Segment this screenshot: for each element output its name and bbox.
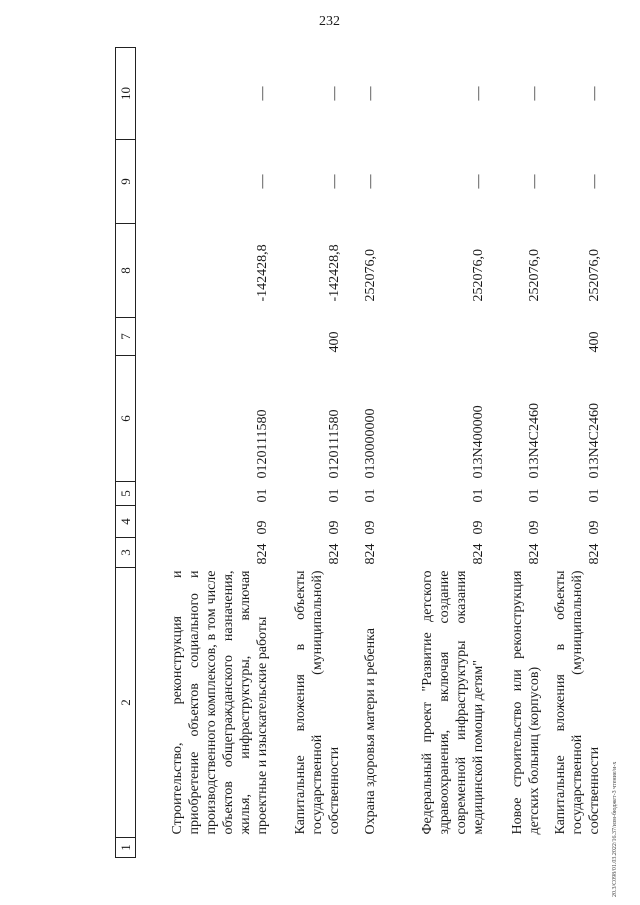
row-code: 824	[362, 543, 378, 565]
row-amount: 252076,0	[470, 249, 486, 302]
row-name: Охрана здоровья матери и ребенка	[362, 628, 378, 835]
row-code: 824	[586, 543, 602, 565]
column-header: 6	[116, 356, 136, 482]
column-header: 4	[116, 506, 136, 538]
row-subsection: 01	[326, 488, 342, 503]
row-section: 09	[526, 520, 542, 535]
row-subsection: 01	[362, 488, 378, 503]
column-header: 10	[116, 48, 136, 140]
row-section: 09	[586, 520, 602, 535]
table-row	[344, 48, 380, 858]
row-code: 824	[254, 543, 270, 565]
row-expense-type	[344, 318, 380, 356]
row-name: Строительство, реконструкция и приобретение объектов социального и производственного комплексов, в том числе объектов общегражданского назначения, жилья, инфраструктуры, включая проектные и изыскательские работы	[169, 570, 270, 835]
row-col10: —	[362, 86, 378, 101]
row-cell-col1	[488, 838, 544, 858]
table-row	[380, 48, 488, 858]
row-cell-col1	[380, 838, 488, 858]
row-code: 824	[526, 543, 542, 565]
column-header: 7	[116, 318, 136, 356]
row-code: 824	[470, 543, 486, 565]
table-header-row	[116, 48, 136, 858]
row-col10: —	[586, 86, 602, 101]
column-header: 5	[116, 482, 136, 506]
table-row	[136, 48, 272, 858]
row-section: 09	[254, 520, 270, 535]
row-expense-type	[488, 318, 544, 356]
row-col9: —	[326, 174, 342, 189]
row-expense-type: 400	[326, 331, 342, 353]
column-header: 9	[116, 140, 136, 224]
row-expense-type: 400	[586, 331, 602, 353]
column-header: 1	[116, 838, 136, 858]
column-header: 3	[116, 538, 136, 568]
table-row	[272, 48, 344, 858]
row-amount: 252076,0	[362, 249, 378, 302]
column-header: 2	[116, 568, 136, 838]
row-col10: —	[254, 86, 270, 101]
row-target-article: 013N4C2460	[526, 403, 542, 479]
row-target-article: 0120111580	[254, 409, 270, 479]
row-cell-col1	[344, 838, 380, 858]
row-subsection: 01	[470, 488, 486, 503]
row-amount: 252076,0	[586, 249, 602, 302]
row-target-article: 0120111580	[326, 409, 342, 479]
document-stamp: 20.3/С098/01.03.2022/16.37/изм-бюджет-3 чтение/и-х	[612, 761, 618, 897]
row-amount: 252076,0	[526, 249, 542, 302]
row-target-article: 0130000000	[362, 408, 378, 479]
row-col10: —	[526, 86, 542, 101]
row-col9: —	[362, 174, 378, 189]
row-section: 09	[326, 520, 342, 535]
row-col9: —	[526, 174, 542, 189]
budget-table	[115, 47, 604, 858]
row-cell-col1	[544, 838, 604, 858]
row-expense-type	[136, 318, 272, 356]
row-subsection: 01	[586, 488, 602, 503]
row-name: Новое строительство или реконструкция детских больниц (корпусов)	[509, 570, 542, 835]
row-col9: —	[470, 174, 486, 189]
row-subsection: 01	[254, 488, 270, 503]
row-target-article: 013N4C2460	[586, 403, 602, 479]
row-section: 09	[470, 520, 486, 535]
row-expense-type	[380, 318, 488, 356]
page-number: 232	[319, 14, 340, 29]
table-row	[544, 48, 604, 858]
rotated-table-region	[115, 48, 602, 858]
row-cell-col1	[272, 838, 344, 858]
row-cell-col1	[136, 838, 272, 858]
row-col10: —	[326, 86, 342, 101]
row-amount: -142428,8	[326, 244, 342, 302]
row-col9: —	[254, 174, 270, 189]
row-col9: —	[586, 174, 602, 189]
row-col10: —	[470, 86, 486, 101]
row-name: Федеральный проект "Развитие детского здравоохранения, включая создание современной инфраструктуры оказания медицинской помощи детям"	[419, 570, 486, 835]
row-code: 824	[326, 543, 342, 565]
row-name: Капитальные вложения в объекты государственной (муниципальной) собственности	[552, 570, 602, 835]
row-target-article: 013N400000	[470, 405, 486, 479]
row-subsection: 01	[526, 488, 542, 503]
row-section: 09	[362, 520, 378, 535]
table-row	[488, 48, 544, 858]
column-header: 8	[116, 224, 136, 318]
row-name: Капитальные вложения в объекты государственной (муниципальной) собственности	[292, 570, 342, 835]
row-amount: -142428,8	[254, 244, 270, 302]
